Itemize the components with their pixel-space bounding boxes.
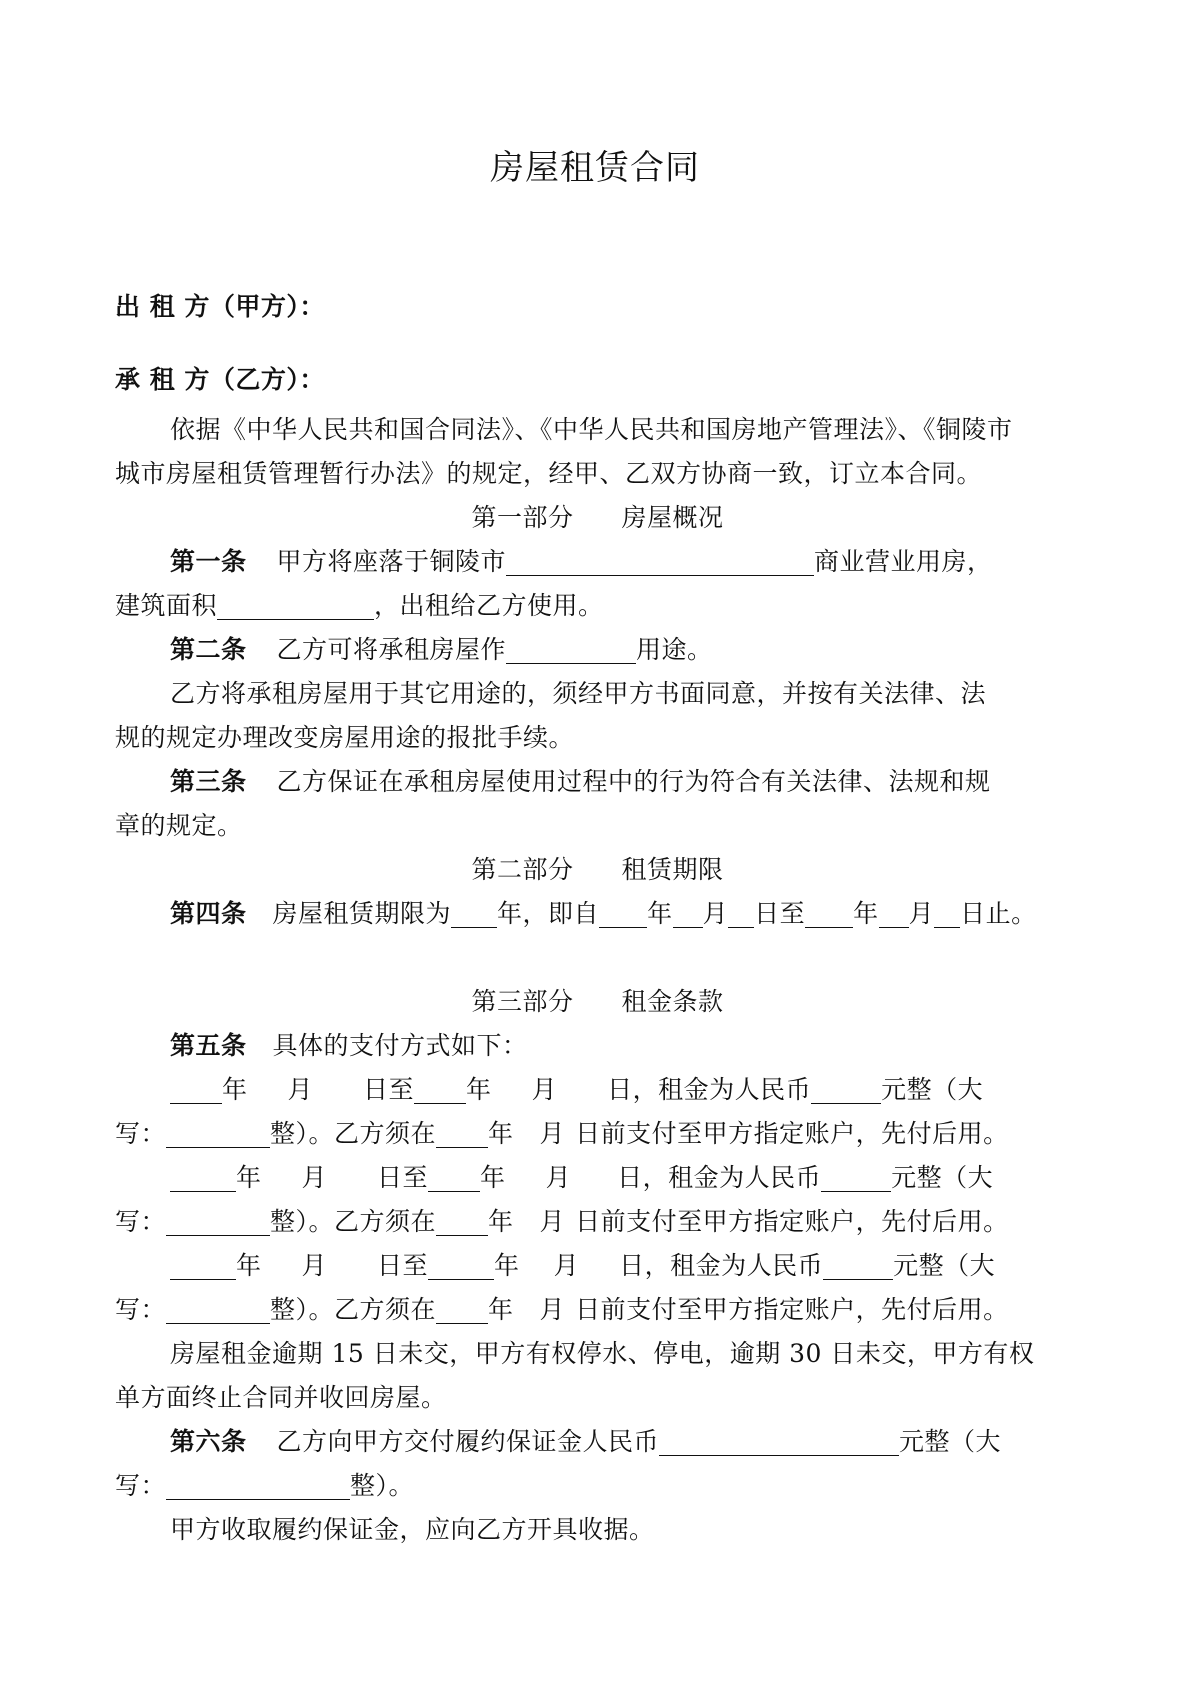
payment-row-3-cont: 写： 整）。乙方须在 年 月 日前支付至甲方指定账户，先付后用。 — [115, 1295, 1009, 1324]
start-year-blank — [599, 897, 647, 928]
start-day-blank — [728, 897, 754, 928]
article-5-label: 第五条 — [170, 1031, 247, 1060]
article-4-label: 第四条 — [170, 899, 247, 928]
payment-row-1-cont: 写： 整）。乙方须在 年 月 日前支付至甲方指定账户，先付后用。 — [115, 1119, 1009, 1148]
section-heading-part3 — [115, 980, 1080, 1024]
late-payment-line-2: 单方面终止合同并收回房屋。 — [115, 1383, 447, 1412]
article-5-line-1: 第五条 具体的支付方式如下： — [170, 1031, 528, 1060]
article-1-text: 商业营业用房， — [814, 547, 993, 576]
preamble-line-1: 依据《中华人民共和国合同法》、《中华人民共和国房地产管理法》、《铜陵市 — [170, 415, 1013, 444]
article-6-line-1: 第六条 乙方向甲方交付履约保证金人民币 元整（大 — [170, 1427, 1002, 1456]
section-title: 房屋概况 — [621, 503, 724, 532]
article-3-line-2: 章的规定。 — [115, 811, 243, 840]
lessor-label: 出 租 方（甲方）： — [115, 292, 325, 321]
article-1-label: 第一条 — [170, 547, 247, 576]
article-2-label: 第二条 — [170, 635, 247, 664]
section-title: 租赁期限 — [621, 855, 724, 884]
article-1-line-2 — [115, 584, 1080, 628]
contract-body — [115, 408, 1080, 1552]
article-2-text: 乙方可将承租房屋作 — [276, 635, 507, 664]
section-number: 第一部分 — [471, 503, 574, 532]
start-month-blank — [673, 897, 703, 928]
payment-row-1: 年 月 日至 年 月 日，租金为人民币 元整（大 — [115, 1068, 1080, 1112]
late-payment-line-1: 房屋租金逾期 15 日未交，甲方有权停水、停电，逾期 30 日未交，甲方有权 — [170, 1339, 1035, 1368]
section-heading-part2 — [115, 848, 1080, 892]
preamble-line-2: 城市房屋租赁管理暂行办法》的规定，经甲、乙双方协商一致，订立本合同。 — [115, 459, 983, 488]
article-1-text: ，出租给乙方使用。 — [374, 591, 604, 620]
article-6-line-2: 写： 整）。 — [115, 1471, 415, 1500]
section-heading-part1 — [115, 496, 1080, 540]
article-1-text: 甲方将座落于铜陵市 — [276, 547, 507, 576]
location-blank — [506, 545, 814, 576]
usage-blank — [506, 633, 636, 664]
payment-row-2-cont: 写： 整）。乙方须在 年 月 日前支付至甲方指定账户，先付后用。 — [115, 1207, 1009, 1236]
end-month-blank — [879, 897, 909, 928]
article-6-para-1: 甲方收取履约保证金，应向乙方开具收据。 — [170, 1515, 655, 1544]
area-blank — [217, 589, 374, 620]
term-years-blank — [451, 897, 497, 928]
section-number: 第三部分 — [471, 987, 574, 1016]
article-3-text: 乙方保证在承租房屋使用过程中的行为符合有关法律、法规和规 — [276, 767, 991, 796]
end-year-blank — [805, 897, 853, 928]
lessee-label: 承 租 方（乙方）： — [115, 365, 325, 394]
article-1-line-1 — [115, 540, 1080, 584]
article-3-label: 第三条 — [170, 767, 247, 796]
article-2-para-1: 乙方将承租房屋用于其它用途的，须经甲方书面同意，并按有关法律、法 — [170, 679, 987, 708]
article-2-text: 用途。 — [636, 635, 713, 664]
article-3-line-1 — [115, 760, 1080, 804]
article-4-line-1: 第四条 房屋租赁期限为 年，即自 年 月 日至 年 月 日止。 — [170, 899, 1037, 928]
article-2-line-1 — [115, 628, 1080, 672]
page-title: 房屋租赁合同 — [490, 148, 700, 188]
section-title: 租金条款 — [621, 987, 724, 1016]
deposit-words-blank — [166, 1469, 350, 1500]
article-1-text: 建筑面积 — [115, 591, 218, 620]
section-number: 第二部分 — [471, 855, 574, 884]
end-day-blank — [934, 897, 960, 928]
spacer — [115, 936, 1080, 980]
article-6-label: 第六条 — [170, 1427, 247, 1456]
payment-row-2: 年 月 日至 年 月 日，租金为人民币 元整（大 — [115, 1156, 1080, 1200]
payment-row-3: 年 月 日至 年 月 日，租金为人民币 元整（大 — [115, 1244, 1080, 1288]
deposit-amount-blank — [659, 1425, 899, 1456]
article-2-para-2: 规的规定办理改变房屋用途的报批手续。 — [115, 723, 575, 752]
